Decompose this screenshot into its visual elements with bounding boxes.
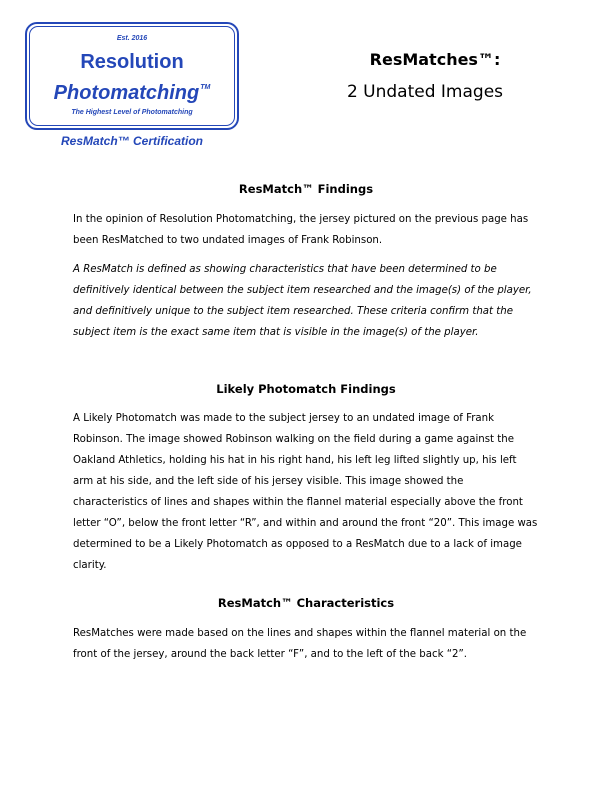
section-heading-resmatch-findings: ResMatch™ Findings [238,182,374,196]
resmatch-definition-paragraph: A ResMatch is defined as showing characteristics that have been determined to be definitively identical between the subject item researched and the image(s) of the player, and definitively unique to the subject item researched. These criteria confirm that the subject item is the exact same item that is visible in the image(s) of the player. [73,264,532,338]
section-heading-resmatch-characteristics: ResMatch™ Characteristics [217,596,395,610]
logo-established: Est. 2016 [116,35,148,42]
page-title: ResMatches™: [369,50,501,69]
resmatch-findings-paragraph: In the opinion of Resolution Photomatching, the jersey pictured on the previous page has been ResMatched to two undated images of Frank Robinson. [73,214,529,246]
certification-label: ResMatch™ Certification [60,134,204,148]
page-subtitle: 2 Undated Images [346,82,504,102]
logo-tagline: The Highest Level of Photomatching [71,109,193,116]
section-heading-likely-photomatch: Likely Photomatch Findings [216,382,396,396]
logo-wordmark-line2: Photomatching™ [53,82,211,104]
logo-trademark: TM [200,84,211,91]
logo-wordmark-line1: Resolution [80,51,184,73]
likely-photomatch-paragraph: A Likely Photomatch was made to the subject jersey to an undated image of Frank Robinson. The image showed Robinson walking on the field during a game against the Oakland Athletics, holding his hat in his right hand, his left leg lifted slightly up, his left arm at his side, and the left side of his jersey visible. This image showed the characteristics of lines and shapes within the flannel material especially above the front letter “O”, below the front letter “R”, and within and around the front “20”. This image was determined to be a Likely Photomatch as opposed to a ResMatch due to a lack of image clarity. [73,413,538,571]
resmatch-characteristics-paragraph: ResMatches were made based on the lines and shapes within the flannel material on the front of the jersey, around the back letter “F”, and to the left of the back “2”. [73,628,527,660]
